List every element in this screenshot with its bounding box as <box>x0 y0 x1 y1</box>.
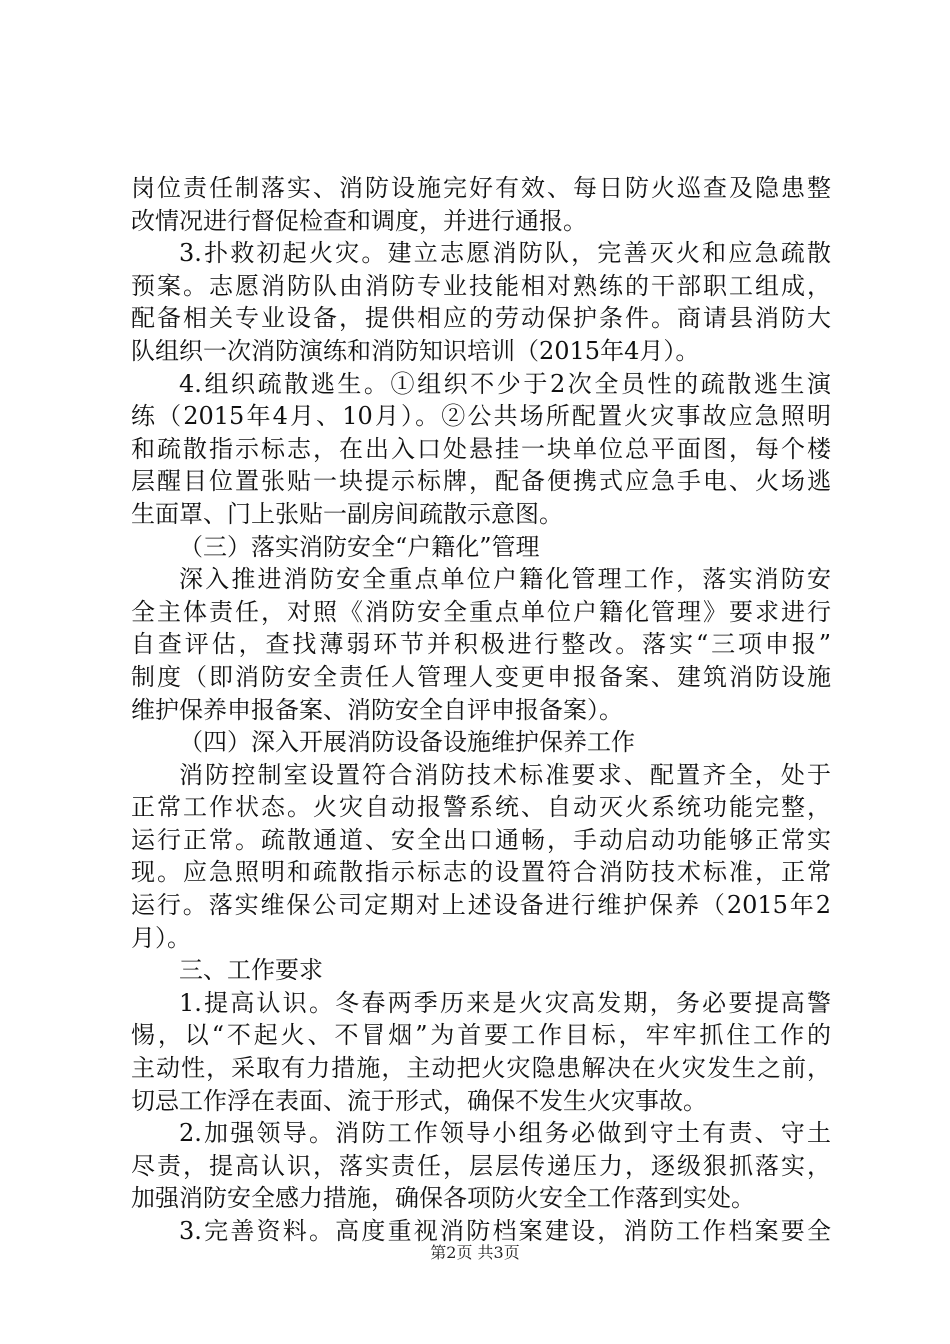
section-heading: （四）深入开展消防设备设施维护保养工作 <box>179 728 635 757</box>
text-line: 切忌工作浮在表面、流于形式，确保不发生火灾事故。 <box>131 1086 707 1115</box>
text-line: 月）。 <box>131 923 191 952</box>
text-line: 深入推进消防安全重点单位户籍化管理工作，落实消防安 <box>179 565 831 594</box>
document-body <box>131 172 831 1248</box>
text-line: 运行正常。疏散通道、安全出口通畅，手动启动功能够正常实 <box>131 825 831 854</box>
text-line: 消防控制室设置符合消防技术标准要求、配置齐全，处于 <box>179 760 831 789</box>
text-line: 和疏散指示标志，在出入口处悬挂一块单位总平面图，每个楼 <box>131 434 831 463</box>
text-line: 1.提高认识。冬春两季历来是火灾高发期，务必要提高警 <box>179 988 831 1017</box>
section-heading: （三）落实消防安全“户籍化”管理 <box>179 532 540 561</box>
text-line: 队组织一次消防演练和消防知识培训（2015年4月）。 <box>131 336 700 365</box>
text-line: 3.完善资料。高度重视消防档案建设，消防工作档案要全 <box>179 1217 831 1245</box>
text-line: 层醒目位置张贴一块提示标牌，配备便携式应急手电、火场逃 <box>131 467 831 496</box>
text-line: 主动性，采取有力措施，主动把火灾隐患解决在火灾发生之前， <box>131 1054 831 1083</box>
text-line: 改情况进行督促检查和调度，并进行通报。 <box>131 206 587 235</box>
text-line: 岗位责任制落实、消防设施完好有效、每日防火巡查及隐患整 <box>131 174 831 202</box>
text-line: 预案。志愿消防队由消防专业技能相对熟练的干部职工组成， <box>131 271 831 300</box>
text-line: 运行。落实维保公司定期对上述设备进行维护保养（2015年2 <box>131 891 831 920</box>
text-line: 维护保养申报备案、消防安全自评申报备案）。 <box>131 695 623 724</box>
text-line: 全主体责任，对照《消防安全重点单位户籍化管理》要求进行 <box>131 597 831 626</box>
page-number: 第2页 共3页 <box>430 1243 520 1262</box>
text-line: 现。应急照明和疏散指示标志的设置符合消防技术标准，正常 <box>131 858 831 887</box>
text-line: 3.扑救初起火灾。建立志愿消防队，完善灭火和应急疏散 <box>179 239 831 268</box>
text-line: 4.组织疏散逃生。①组织不少于2次全员性的疏散逃生演 <box>179 369 831 398</box>
text-line: 制度（即消防安全责任人管理人变更申报备案、建筑消防设施 <box>131 662 831 691</box>
text-line: 配备相关专业设备，提供相应的劳动保护条件。商请县消防大 <box>131 304 831 333</box>
text-line: 生面罩、门上张贴一副房间疏散示意图。 <box>131 499 563 528</box>
text-line: 惕，以“不起火、不冒烟”为首要工作目标，牢牢抓住工作的 <box>131 1021 831 1050</box>
text-line: 自查评估，查找薄弱环节并积极进行整改。落实“三项申报” <box>131 630 831 659</box>
text-line: 练（2015年4月、10月）。②公共场所配置火灾事故应急照明 <box>131 402 831 431</box>
text-line: 尽责，提高认识，落实责任，层层传递压力，逐级狠抓落实， <box>131 1151 831 1180</box>
section-heading: 三、工作要求 <box>179 956 323 985</box>
text-line: 2.加强领导。消防工作领导小组务必做到守土有责、守土 <box>179 1119 831 1148</box>
text-line: 正常工作状态。火灾自动报警系统、自动灭火系统功能完整， <box>131 793 831 822</box>
text-line: 加强消防安全感力措施，确保各项防火安全工作落到实处。 <box>131 1184 755 1213</box>
